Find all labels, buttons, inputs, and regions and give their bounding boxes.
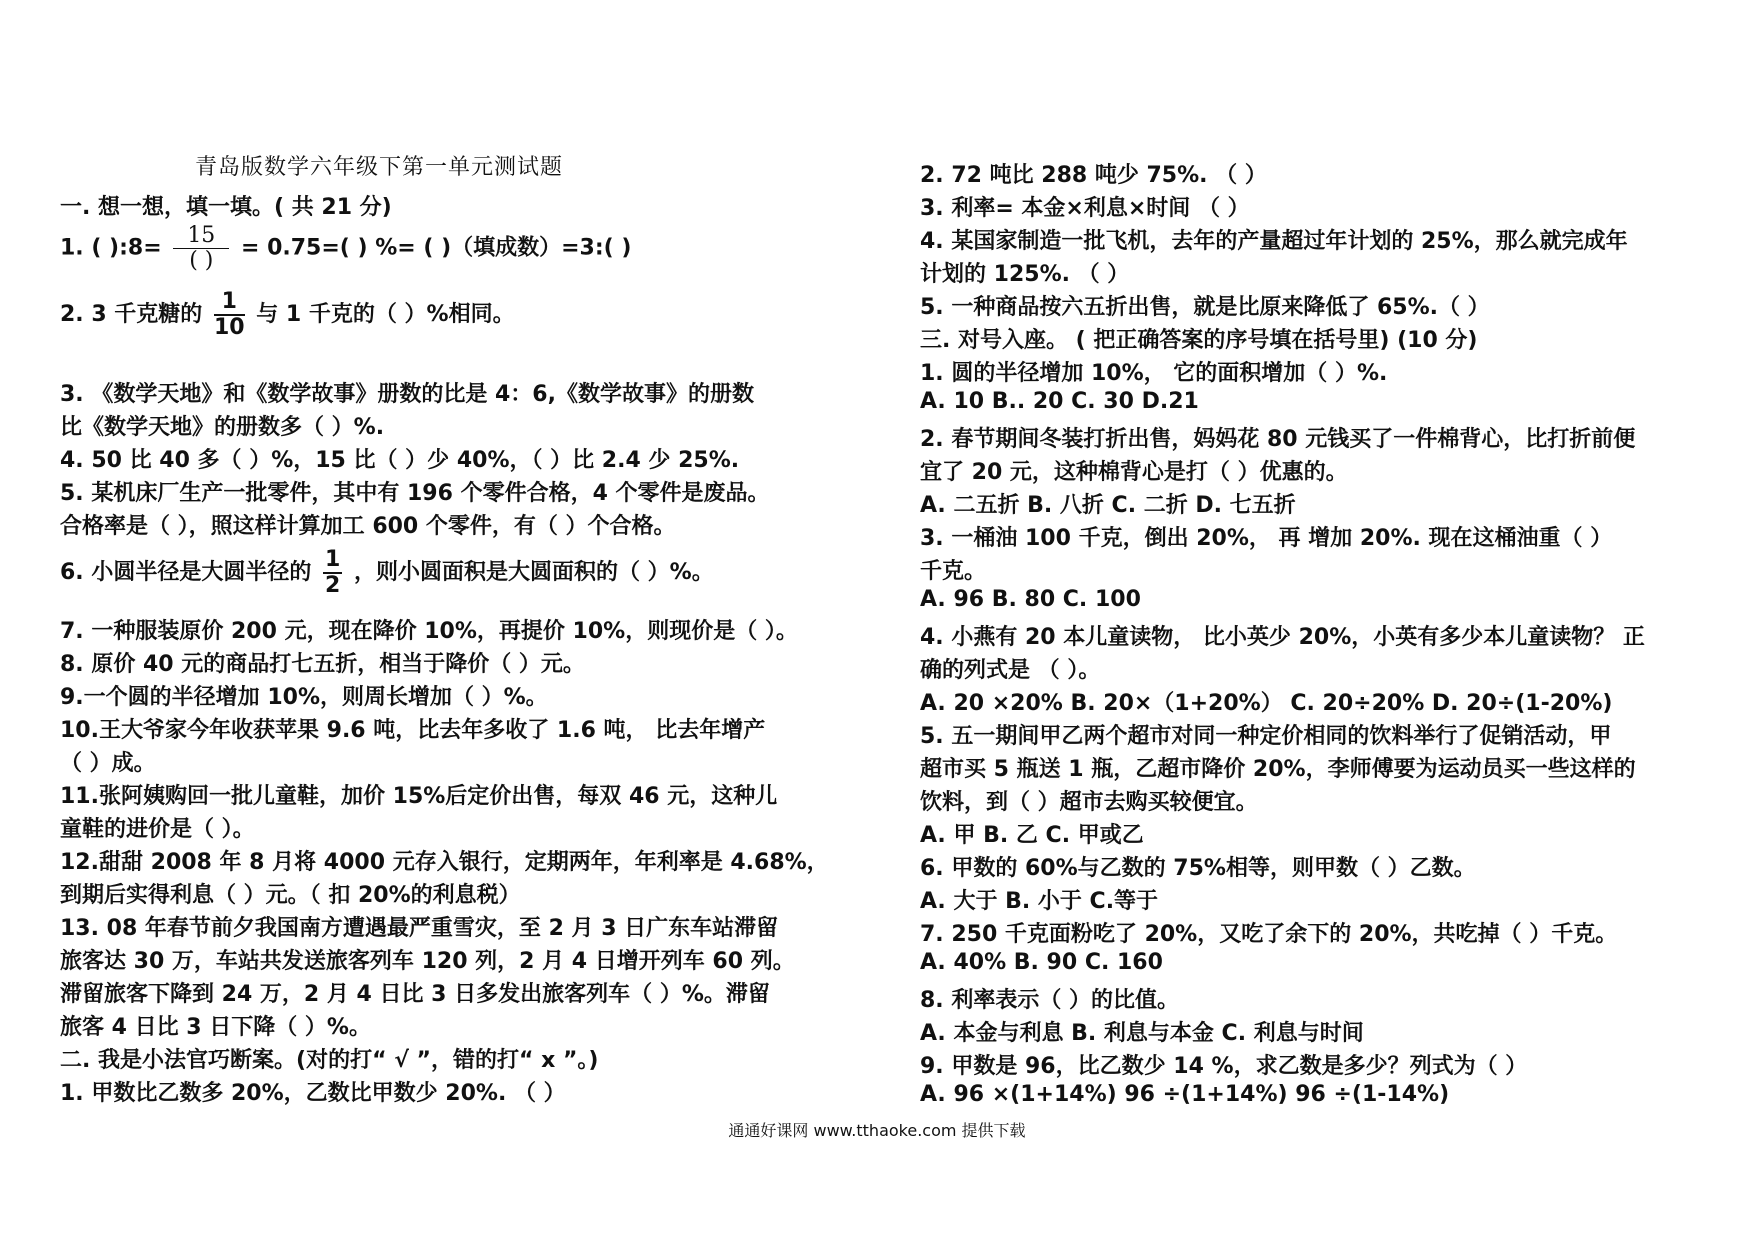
q1-fraction	[173, 224, 229, 273]
q2-fraction	[214, 290, 245, 340]
section3-question-5-line-1: 5. 五一期间甲乙两个超市对同一种定价相同的饮料举行了促销活动，甲	[920, 724, 1612, 749]
question-13-line-2: 旅客达 30 万，车站共发送旅客列车 120 列，2 月 4 日增开列车 60 列。	[60, 949, 795, 974]
page-title: 青岛版数学六年级下第一单元测试题	[195, 155, 564, 180]
question-9: 9.一个圆的半径增加 10%，则周长增加（ ）%。	[60, 685, 548, 710]
q1-numerator: 15	[173, 224, 229, 249]
section3-question-9-options: A. 96 ×(1+14%) 96 ÷(1+14%) 96 ÷(1-14%)	[920, 1082, 1450, 1107]
question-10-line-1: 10.王大爷家今年收获苹果 9.6 吨，比去年多收了 1.6 吨， 比去年增产	[60, 718, 766, 743]
question-10-line-2: （ ）成。	[60, 751, 156, 776]
question-11-line-1: 11.张阿姨购回一批儿童鞋，加价 15%后定价出售，每双 46 元，这种儿	[60, 784, 778, 809]
section2-question-4-line-1: 4. 某国家制造一批飞机，去年的产量超过年计划的 25%，那么就完成年	[920, 229, 1628, 254]
section3-question-1-options: A. 10 B.. 20 C. 30 D.21	[920, 389, 1199, 414]
section3-question-8-options: A. 本金与利息 B. 利息与本金 C. 利息与时间	[920, 1021, 1364, 1046]
section3-question-3-line-1: 3. 一桶油 100 千克，倒出 20%， 再 增加 20%. 现在这桶油重（ ）	[920, 526, 1613, 551]
section2-question-1: 1. 甲数比乙数多 20%，乙数比甲数少 20%. （ ）	[60, 1081, 566, 1106]
q2-denominator: 10	[213, 315, 245, 341]
section3-question-2-line-1: 2. 春节期间冬装打折出售，妈妈花 80 元钱买了一件棉背心，比打折前便	[920, 427, 1636, 452]
section3-question-7: 7. 250 千克面粉吃了 20%，又吃了余下的 20%，共吃掉（ ）千克。	[920, 922, 1618, 947]
section3-question-4-line-1: 4. 小燕有 20 本儿童读物， 比小英少 20%，小英有多少本儿童读物？ 正	[920, 625, 1645, 650]
q6-pre: 6. 小圆半径是大圆半径的	[60, 560, 312, 586]
section1-heading: 一. 想一想，填一填。( 共 21 分)	[60, 195, 392, 220]
question-2	[60, 290, 515, 340]
section2-question-4-line-2: 计划的 125%. （ ）	[920, 262, 1130, 287]
section3-question-5-options: A. 甲 B. 乙 C. 甲或乙	[920, 823, 1144, 848]
question-3-line-2: 比《数学天地》的册数多（ ）%.	[60, 415, 385, 440]
question-6	[60, 548, 714, 598]
section3-heading: 三. 对号入座。 ( 把正确答案的序号填在括号里) (10 分)	[920, 328, 1478, 353]
q1-denominator: ( )	[189, 248, 214, 274]
section2-question-5: 5. 一种商品按六五折出售，就是比原来降低了 65%.（ ）	[920, 295, 1490, 320]
section3-question-4-line-2: 确的列式是 （ ）。	[920, 658, 1101, 683]
question-13-line-3: 滞留旅客下降到 24 万，2 月 4 日比 3 日多发出旅客列车（ ）%。滞留	[60, 982, 770, 1007]
section3-question-6-options: A. 大于 B. 小于 C.等于	[920, 889, 1159, 914]
question-5-line-1: 5. 某机床厂生产一批零件，其中有 196 个零件合格，4 个零件是废品。	[60, 481, 770, 506]
question-3-line-1: 3. 《数学天地》和《数学故事》册数的比是 4：6,《数学故事》的册数	[60, 382, 754, 407]
question-13-line-4: 旅客 4 日比 3 日下降（ ）%。	[60, 1015, 371, 1040]
question-1	[60, 224, 631, 273]
footer-credit: 通通好课网 www.tthaoke.com 提供下载	[728, 1121, 1026, 1140]
section3-question-2-line-2: 宜了 20 元，这种棉背心是打（ ）优惠的。	[920, 460, 1348, 485]
section3-question-5-line-2: 超市买 5 瓶送 1 瓶，乙超市降价 20%，李师傅要为运动员买一些这样的	[920, 757, 1636, 782]
section3-question-3-line-2: 千克。	[920, 559, 987, 584]
question-12-line-2: 到期后实得利息（ ）元。（ 扣 20%的利息税）	[60, 883, 521, 908]
question-13-line-1: 13. 08 年春节前夕我国南方遭遇最严重雪灾，至 2 月 3 日广东车站滞留	[60, 916, 779, 941]
question-12-line-1: 12.甜甜 2008 年 8 月将 4000 元存入银行，定期两年，年利率是 4.68%，	[60, 850, 829, 875]
q2-post: 与 1 千克的（ ）%相同。	[256, 302, 515, 328]
section3-question-2-options: A. 二五折 B. 八折 C. 二折 D. 七五折	[920, 493, 1296, 518]
q6-numerator: 1	[323, 548, 342, 574]
question-5-line-2: 合格率是（ ），照这样计算加工 600 个零件，有（ ）个合格。	[60, 514, 676, 539]
q2-numerator: 1	[214, 290, 245, 316]
section2-question-2: 2. 72 吨比 288 吨少 75%. （ ）	[920, 163, 1267, 188]
q2-pre: 2. 3 千克糖的	[60, 302, 203, 328]
q6-fraction	[323, 548, 342, 598]
section3-question-1: 1. 圆的半径增加 10%， 它的面积增加（ ）%.	[920, 361, 1388, 386]
q1-pre: 1. ( ):8=	[60, 235, 162, 261]
section3-question-3-options: A. 96 B. 80 C. 100	[920, 587, 1141, 612]
section3-question-7-options: A. 40% B. 90 C. 160	[920, 950, 1163, 975]
question-8: 8. 原价 40 元的商品打七五折，相当于降价（ ）元。	[60, 652, 585, 677]
section3-question-4-options: A. 20 ×20% B. 20×（1+20%） C. 20÷20% D. 20÷(1-20%)	[920, 691, 1613, 716]
question-4: 4. 50 比 40 多（ ）%，15 比（ ）少 40%，（ ）比 2.4 少 25%.	[60, 448, 740, 473]
section3-question-9: 9. 甲数是 96，比乙数少 14 %，求乙数是多少？列式为（ ）	[920, 1054, 1528, 1079]
section3-question-8: 8. 利率表示（ ）的比值。	[920, 988, 1179, 1013]
q6-denominator: 2	[325, 573, 341, 599]
question-7: 7. 一种服装原价 200 元，现在降价 10%，再提价 10%，则现价是（ ）。	[60, 619, 798, 644]
section2-heading: 二. 我是小法官巧断案。(对的打“ √ ”，错的打“ x ”。)	[60, 1048, 599, 1073]
section3-question-5-line-3: 饮料，到（ ）超市去购买较便宜。	[920, 790, 1258, 815]
q6-post: ，则小圆面积是大圆面积的（ ）%。	[353, 560, 714, 586]
section2-question-3: 3. 利率= 本金×利息×时间 （ ）	[920, 196, 1250, 221]
question-11-line-2: 童鞋的进价是（ ）。	[60, 817, 255, 842]
q1-post: = 0.75=( ) %= ( )（填成数）=3:( )	[240, 235, 632, 261]
section3-question-6: 6. 甲数的 60%与乙数的 75%相等，则甲数（ ）乙数。	[920, 856, 1476, 881]
